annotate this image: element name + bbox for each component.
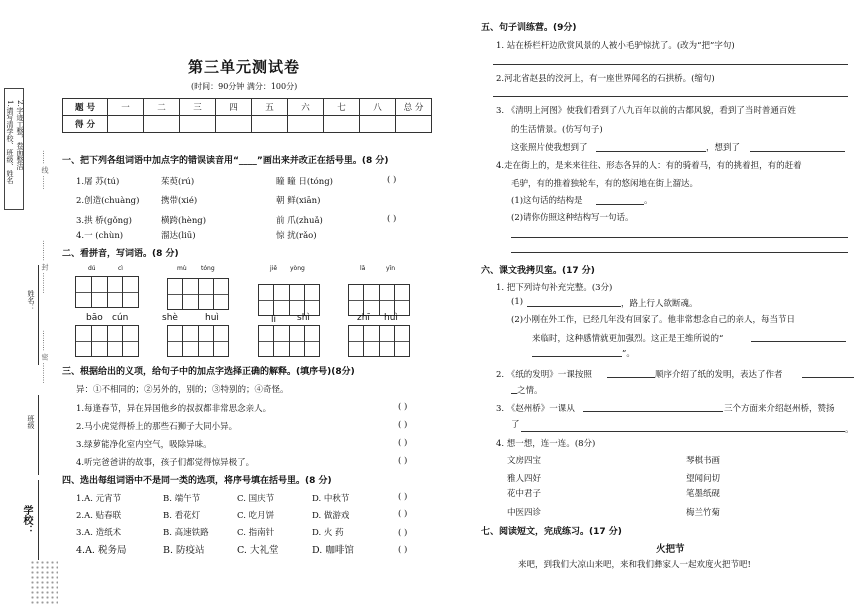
match-right[interactable]: 梅兰竹菊	[686, 508, 721, 518]
name-line[interactable]	[38, 265, 39, 365]
match-right[interactable]: 琴棋书画	[686, 456, 721, 466]
q1-item: 横跨(hèng)	[161, 216, 207, 226]
passage-line: 来吧，到我们大凉山来吧，来和我们彝家人一起欢度火把节吧!	[518, 560, 751, 570]
q5-sentence-1: 1. 站在桥栏杆边欣赏风景的人被小毛驴惊扰了。(改为“把”字句)	[496, 41, 735, 51]
pinyin: cún	[112, 313, 129, 323]
q4-answer-paren[interactable]: ( )	[398, 528, 408, 538]
pinyin: dú	[88, 265, 96, 272]
answer-line[interactable]	[521, 431, 845, 432]
q3-item: 4.听完爸爸讲的故事，孩子们都觉得惊异极了。	[76, 458, 255, 468]
exam-notice: 1.请写清学校、班级、姓名	[6, 100, 14, 184]
q5-sentence-4: 4.走在街上的，是来来往往、形态各异的人：有的骑着马，有的挑着担，有的赶着	[496, 161, 802, 171]
match-left[interactable]: 雅人四好	[507, 474, 542, 484]
q6-part-1a: (1)	[511, 297, 524, 307]
score-cell[interactable]	[252, 116, 288, 133]
q6-part-1b3: ”。	[622, 349, 635, 359]
score-table	[62, 98, 432, 133]
q3-answer-paren[interactable]: ( )	[398, 402, 408, 412]
q1-item: 2.创造(chuàng)	[76, 196, 140, 206]
q1-item: 前 爪(zhuǎ)	[276, 216, 323, 226]
q1-answer-paren[interactable]: ( )	[387, 175, 397, 185]
q4-answer-paren[interactable]: ( )	[398, 545, 408, 555]
seal-feng: ……… 封 ………	[41, 240, 49, 294]
answer-line[interactable]	[493, 96, 848, 97]
q1-item: 瞳 瞳 日(tóng)	[276, 177, 333, 187]
q4-answer-paren[interactable]: ( )	[398, 509, 408, 519]
exam-notice-2: 2.字迹工整，卷面整洁	[16, 100, 24, 170]
q3-item: 2.马小虎觉得桥上的那些石狮子大同小异。	[76, 422, 238, 432]
seal-mi: ……… 密 ………	[41, 330, 49, 384]
score-col-total: 总 分	[396, 99, 432, 116]
score-cell[interactable]	[108, 116, 144, 133]
q1-item: 溜达(liū)	[161, 231, 196, 241]
q1-heading: 一、把下列各组词语中加点字的错误读音用“____”画出来并改正在括号里。(8 分)	[62, 156, 389, 166]
answer-line[interactable]	[527, 306, 621, 307]
score-row-label: 得 分	[63, 116, 108, 133]
score-col-4: 四	[216, 99, 252, 116]
q1-item: 茱萸(rú)	[161, 177, 195, 187]
q5-sentence-2: 2.河北省赵县的洨河上，有一座世界闻名的石拱桥。(缩句)	[496, 74, 715, 84]
score-cell[interactable]	[144, 116, 180, 133]
match-right[interactable]: 笔墨纸砚	[686, 489, 721, 499]
pinyin: huì	[205, 313, 219, 323]
answer-line[interactable]	[511, 237, 848, 238]
q3-answer-paren[interactable]: ( )	[398, 456, 408, 466]
answer-line[interactable]	[802, 377, 854, 378]
score-cell[interactable]	[216, 116, 252, 133]
q6-part-1b: (2)小刚在外工作，已经几年没有回家了。他非常想念自己的亲人，每当节日	[511, 315, 796, 325]
score-col-6: 六	[288, 99, 324, 116]
score-col-1: 一	[108, 99, 144, 116]
decorative-dots	[30, 560, 58, 605]
answer-line[interactable]	[532, 356, 622, 357]
pinyin: bāo	[86, 313, 103, 323]
answer-line[interactable]	[583, 411, 723, 412]
q6-part-1b2: 来临时，这种感情就更加强烈。这正是王维所说的“	[532, 334, 724, 344]
q5-sentence-3: 3. 《清明上河图》使我们看到了八九百年以前的古都风貌，看到了当时普通百姓	[496, 106, 796, 116]
q6-part-4: 4. 想一想，连一连。(8分)	[496, 439, 596, 449]
match-left[interactable]: 文房四宝	[507, 456, 542, 466]
score-cell[interactable]	[396, 116, 432, 133]
q4-option: C. 吃月饼	[237, 511, 275, 521]
q3-answer-paren[interactable]: ( )	[398, 438, 408, 448]
q1-item: 3.拱 桥(gǒng)	[76, 216, 132, 226]
q4-answer-paren[interactable]: ( )	[398, 492, 408, 502]
school-label: 学校：	[21, 505, 32, 535]
q4-option: B. 防疫站	[163, 545, 205, 556]
write-grid[interactable]	[75, 325, 139, 357]
pinyin: lā	[360, 265, 366, 272]
q1-item: 4.一 (chùn)	[76, 231, 124, 241]
q1-answer-paren[interactable]: ( )	[387, 214, 397, 224]
q6-part-1a-end: ，路上行人欲断魂。	[621, 299, 698, 309]
q4-option: 3.A. 造纸术	[76, 528, 122, 538]
class-label: 班级	[27, 415, 35, 429]
pinyin: jiē	[270, 265, 278, 272]
q3-item: 3.绿萝能净化室内空气，吸除异味。	[76, 440, 212, 450]
q2-heading: 二、看拼音，写词语。(8 分)	[62, 249, 179, 259]
q3-heading: 三、根据给出的义项，给句子中的加点字选择正确的解释。(填序号)(8分)	[62, 367, 355, 377]
school-line[interactable]	[38, 480, 39, 560]
write-grid[interactable]	[258, 325, 320, 357]
q4-heading: 四、选出每组词语中不是同一类的选项，将序号填在括号里。(8 分)	[62, 476, 332, 486]
period: 。	[644, 196, 653, 206]
pinyin: huì	[384, 313, 398, 323]
score-cell[interactable]	[288, 116, 324, 133]
seal-xian: …… 线 ……	[41, 150, 49, 190]
notice-box	[4, 88, 24, 210]
q4-option: D. 中秋节	[312, 494, 350, 504]
answer-line[interactable]	[607, 377, 655, 378]
q1-item: 惊 扰(rǎo)	[276, 231, 317, 241]
q4-option: D. 火 药	[312, 528, 344, 538]
pinyin: tóng	[201, 265, 215, 272]
write-grid[interactable]	[167, 325, 229, 357]
match-left[interactable]: 花中君子	[507, 489, 542, 499]
q6-part-2b: 顺序介绍了纸的发明，表达了作者	[655, 370, 783, 380]
q5-sentence-3d: ，想到了	[706, 143, 741, 153]
q6-part-3c: 了	[511, 420, 520, 430]
q4-option: B. 高速铁路	[163, 528, 209, 538]
write-grid[interactable]	[75, 276, 139, 308]
write-grid[interactable]	[167, 278, 229, 310]
q4-option: 2.A. 贴春联	[76, 511, 122, 521]
q5-sentence-4b: 毛驴，有的推着独轮车，有的悠闲地在街上溜达。	[511, 179, 699, 189]
pinyin: yīn	[386, 265, 396, 272]
q4-option: 1.A. 元宵节	[76, 494, 122, 504]
q5-sentence-4d: (2)请你仿照这种结构写一句话。	[511, 213, 634, 223]
q4-option: D. 做游戏	[312, 511, 350, 521]
answer-line[interactable]	[596, 204, 644, 205]
pinyin: yòng	[290, 265, 305, 272]
q4-option: C. 大礼堂	[237, 545, 279, 556]
pinyin: lì	[271, 315, 277, 325]
q6-part-1: 1. 把下列诗句补充完整。(3分)	[496, 283, 613, 293]
pinyin: cì	[118, 265, 123, 272]
q4-option: B. 看花灯	[163, 511, 201, 521]
q5-heading: 五、句子训练营。(9分)	[481, 23, 577, 33]
q4-option: D. 咖啡馆	[312, 545, 354, 556]
q1-item: 1.屠 苏(tú)	[76, 177, 120, 187]
q3-item: 1.每逢春节，异在异国他乡的叔叔都非常思念亲人。	[76, 404, 272, 414]
score-cell[interactable]	[180, 116, 216, 133]
q1-item: 朝 鲜(xiān)	[276, 196, 321, 206]
q5-sentence-3c: 这张照片使我想到了	[511, 143, 588, 153]
pinyin: shè	[162, 313, 178, 323]
score-cell[interactable]	[324, 116, 360, 133]
answer-line[interactable]	[751, 341, 846, 342]
write-grid[interactable]	[258, 284, 320, 316]
q6-part-3b: 三个方面来介绍赵州桥，赞扬	[724, 404, 835, 414]
q4-option: 4.A. 税务局	[76, 545, 127, 556]
score-cell[interactable]	[360, 116, 396, 133]
q3-answer-paren[interactable]: ( )	[398, 420, 408, 430]
write-grid[interactable]	[348, 325, 410, 357]
q4-option: B. 端午节	[163, 494, 201, 504]
q6-part-2c: 之情。	[517, 386, 543, 396]
page-subtitle: (时间：90分钟 满分：100分)	[191, 82, 298, 91]
answer-line[interactable]	[493, 64, 848, 65]
pinyin: shì	[297, 313, 310, 323]
q6-part-3-end: 。	[845, 425, 854, 435]
q6-heading: 六、课文我拷贝室。(17 分)	[481, 266, 595, 276]
q6-part-2: 2. 《纸的发明》一课按照	[496, 370, 592, 380]
q5-sentence-4c: (1)这句话的结构是	[511, 196, 583, 206]
q7-heading: 七、阅读短文，完成练习。(17 分)	[481, 527, 622, 537]
pinyin: zhī	[357, 313, 370, 323]
score-col-7: 七	[324, 99, 360, 116]
write-grid[interactable]	[348, 284, 410, 316]
match-right[interactable]: 望闻问切	[686, 474, 721, 484]
page-title: 第三单元测试卷	[188, 58, 301, 76]
q3-options: 异：①不相同的；②另外的，别的；③特别的；④奇怪。	[76, 385, 289, 395]
answer-line[interactable]	[596, 151, 706, 152]
score-col-2: 二	[144, 99, 180, 116]
q5-sentence-3b: 的生活情景。(仿写句子)	[511, 125, 603, 135]
class-line[interactable]	[38, 395, 39, 475]
match-left[interactable]: 中医四诊	[507, 508, 542, 518]
q1-item: 携带(xié)	[161, 196, 198, 206]
q4-option: C. 指南针	[237, 528, 275, 538]
q6-part-3: 3. 《赵州桥》一课从	[496, 404, 575, 414]
score-col-5: 五	[252, 99, 288, 116]
score-col-8: 八	[360, 99, 396, 116]
passage-title: 火把节	[656, 544, 685, 555]
q4-option: C. 国庆节	[237, 494, 275, 504]
score-col-3: 三	[180, 99, 216, 116]
answer-line[interactable]	[511, 252, 848, 253]
score-head-label: 题 号	[63, 99, 108, 116]
answer-line[interactable]	[750, 151, 845, 152]
name-label: 姓名：	[27, 290, 35, 311]
binding-strip	[0, 0, 58, 609]
pinyin: mù	[177, 265, 187, 272]
